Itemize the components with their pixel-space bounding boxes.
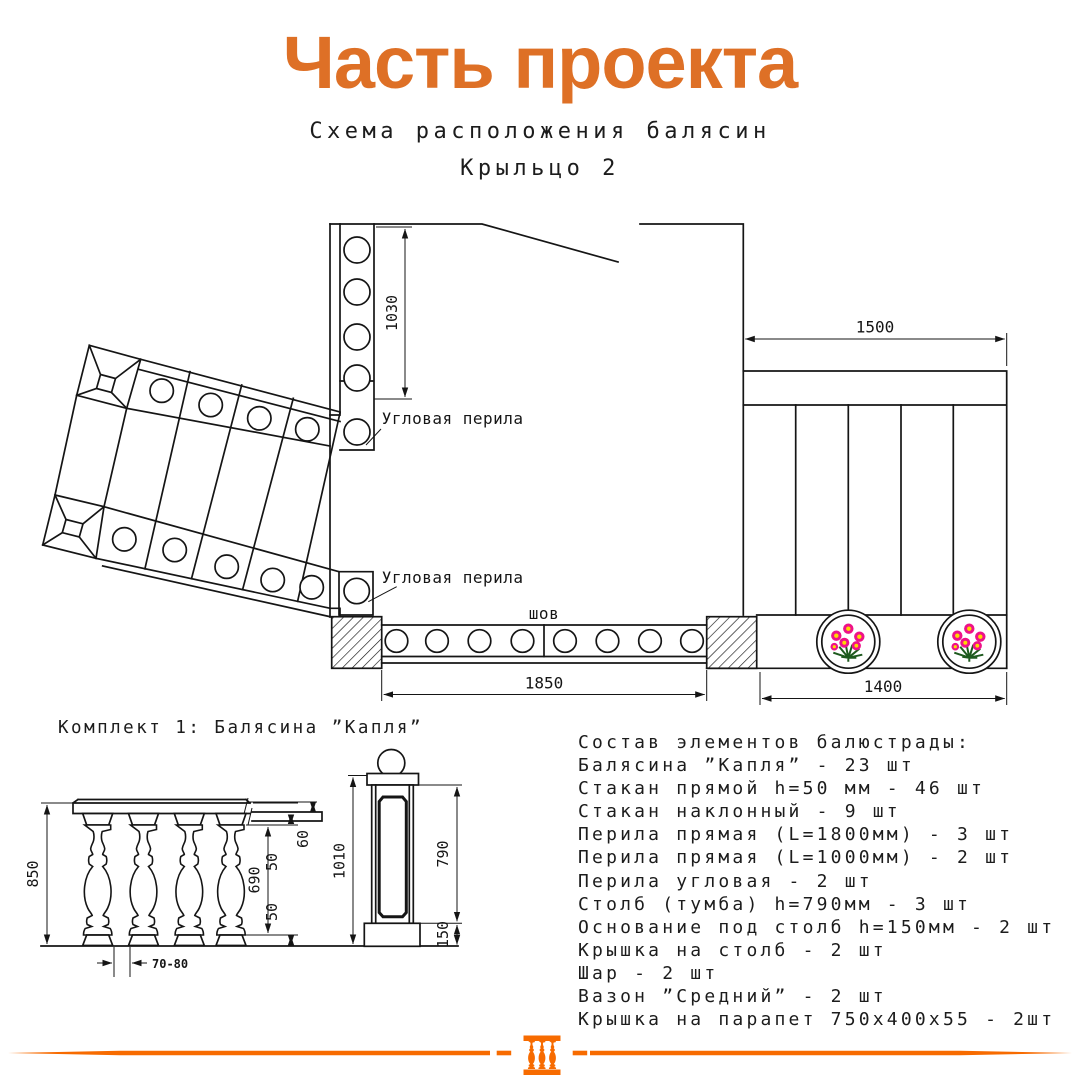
- stair-treads: [55, 372, 340, 602]
- dim-150-label: 150: [434, 920, 452, 949]
- cup-bottom: [83, 935, 113, 946]
- planter-vase: [817, 610, 880, 673]
- cup-top: [216, 814, 246, 826]
- cup-top: [174, 814, 204, 826]
- dimension-chain-baluster: [246, 802, 318, 945]
- dim-70-80-label: 70-80: [152, 957, 189, 971]
- balusters-row: [83, 814, 246, 946]
- dimension-1400: [760, 672, 1007, 705]
- corner-rail-callout-2: [368, 568, 523, 602]
- legend-item: Стакан наклонный - 9 шт: [578, 801, 901, 823]
- legend-block: [578, 731, 1055, 1031]
- legend-title: Состав элементов балюстрады:: [578, 732, 972, 753]
- dimension-1500: [743, 318, 1006, 367]
- dimension-150: [434, 921, 457, 948]
- baluster: [217, 825, 245, 935]
- dimension-850: [24, 803, 73, 944]
- dim-1010-label: 1010: [330, 842, 349, 880]
- dimension-790: [419, 785, 463, 923]
- legend-item: Перила прямая (L=1000мм) - 2 шт: [578, 847, 1014, 869]
- dim-1500-label: 1500: [855, 317, 895, 337]
- legend-item: Перила прямая (L=1800мм) - 3 шт: [578, 824, 1014, 846]
- dim-850-label: 850: [24, 860, 42, 888]
- divider-line-left: [8, 1051, 490, 1056]
- legend-item: Перила угловая - 2 шт: [578, 870, 873, 892]
- corner-rail-callout-1: [366, 409, 524, 445]
- dim-1030-label: 1030: [383, 294, 401, 332]
- drawing-subtitle: Схема расположения балясин: [309, 119, 771, 144]
- baluster: [84, 825, 112, 935]
- legend-item: Крышка на парапет 750х400х55 - 2шт: [578, 1009, 1056, 1031]
- post-section: [364, 750, 420, 947]
- baluster: [129, 825, 157, 935]
- cup-bottom: [216, 935, 246, 946]
- dim-50-label: 50: [263, 852, 281, 872]
- legend-item: Вазон ”Средний” - 2 шт: [578, 986, 887, 1008]
- corner-railing-strip: [340, 224, 374, 450]
- dim-1400-label: 1400: [863, 677, 903, 696]
- baluster-logo-icon: [524, 1036, 561, 1076]
- detail-kit-drawing: [24, 750, 462, 978]
- cup-top: [83, 814, 113, 826]
- cup-top: [129, 814, 159, 826]
- drawing-subtitle-porch: Крыльцо 2: [460, 156, 620, 181]
- legend-item: Столб (тумба) h=790мм - 3 шт: [578, 893, 972, 915]
- bottom-railing-strip: [332, 604, 757, 668]
- dim-50-label: 50: [263, 902, 281, 922]
- cup-bottom: [129, 935, 159, 946]
- dim-60-label: 60: [294, 829, 312, 849]
- legend-item: Шар - 2 шт: [578, 962, 719, 984]
- upper-stair-railing: [77, 345, 340, 446]
- dimension-70-80: [97, 947, 188, 977]
- dimension-1010: [331, 776, 368, 945]
- dim-790-label: 790: [434, 840, 452, 868]
- dimension-1030: [374, 227, 412, 399]
- divider-line-right: [590, 1051, 1072, 1056]
- hatched-post: [332, 617, 382, 669]
- cup-bottom: [174, 935, 204, 946]
- post-base: [364, 923, 420, 946]
- legend-item: Стакан прямой h=50 мм - 46 шт: [578, 778, 986, 800]
- post-cap: [367, 774, 419, 786]
- pyramid-post-cap: [43, 495, 104, 558]
- dim-690-label: 690: [245, 866, 264, 894]
- plan-view: [43, 224, 1007, 705]
- dim-1850-label: 1850: [524, 673, 564, 693]
- corner-rail-label: Угловая перила: [381, 568, 524, 587]
- corner-rail-label: Угловая перила: [381, 409, 524, 428]
- planter-vase: [938, 610, 1001, 673]
- detail-heading: Комплект 1: Балясина ”Капля”: [58, 718, 424, 738]
- dimension-1850: [382, 670, 707, 701]
- page-title: Часть проекта: [282, 21, 798, 104]
- legend-item: Балясина ”Капля” - 23 шт: [578, 755, 915, 777]
- legend-item: Крышка на столб - 2 шт: [578, 939, 887, 961]
- ball-finial: [378, 750, 405, 777]
- hatched-post: [707, 617, 757, 669]
- footer-divider: [8, 1036, 1072, 1076]
- seam-label: шов: [528, 604, 560, 623]
- legend-item: Основание под столб h=150мм - 2 шт: [578, 916, 1056, 938]
- baluster: [175, 825, 203, 935]
